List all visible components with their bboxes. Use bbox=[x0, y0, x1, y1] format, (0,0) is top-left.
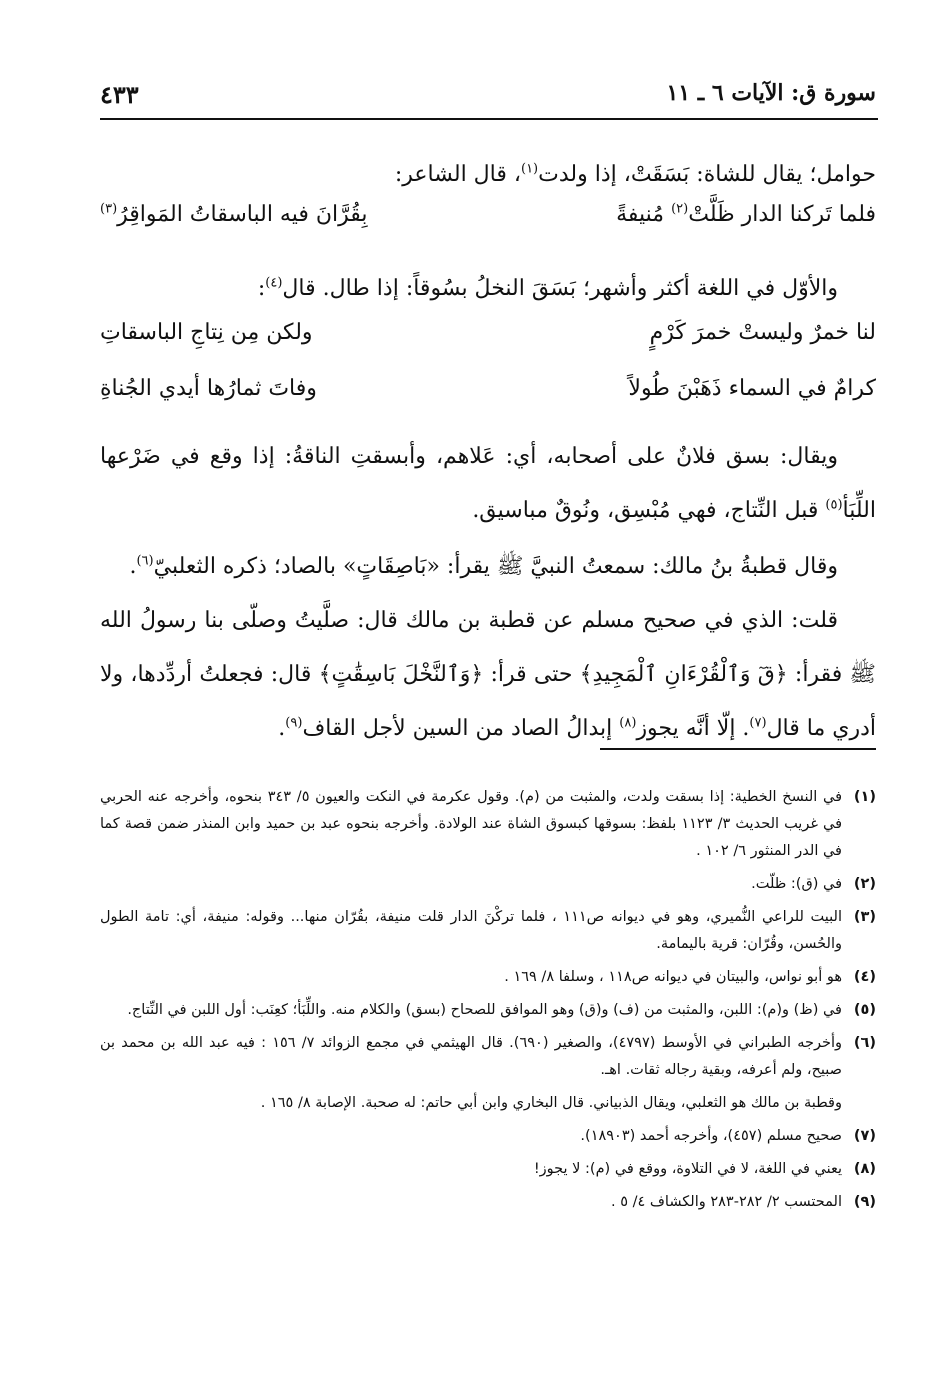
footnote-text: وقطبة بن مالك هو الثعلبي، ويقال الذبياني. قال البخاري وابن أبي حاتم: له صحبة. الإصابة ٨/ ١٦٥ . bbox=[260, 1095, 842, 1111]
paragraph-1 bbox=[100, 148, 876, 202]
footnote-1 bbox=[100, 784, 876, 865]
verse-hemistich-second: ولكن مِن نِتاجِ الباسقاتِ bbox=[100, 320, 313, 345]
footnote-text: البيت للراعي النُّميري، وهو في ديوانه ص١١١ ، فلما تركْنَ الدار قلت منيفة، بقُرّان منها... وقوله: منيفة، أي: تامة الطول والحُسن، وقُرّان: قرية باليمامة. bbox=[100, 909, 842, 952]
footnote-number: (٧) bbox=[853, 1128, 876, 1144]
text: ويقال: بسق فلانٌ على أصحابه، أي: عَلاهم، وأبسقتِ الناقةُ: إذا وقع في ضَرْعها اللِّبَأ bbox=[100, 444, 876, 523]
footnote-text: في (ظ) و(م): اللبن، والمثبت من (ف) و(ق) وهو الموافق للصحاح (بسق) والكلام منه. واللِّبَأ؛ كعِنَب: أول اللبن في النِّتاج. bbox=[127, 1002, 842, 1018]
footnote-separator bbox=[600, 748, 876, 750]
footnote-ref[interactable]: (٣) bbox=[100, 201, 118, 217]
footnote-number: (٩) bbox=[853, 1194, 876, 1210]
footnote-number: (٣) bbox=[853, 909, 876, 925]
footnote-number: (٨) bbox=[853, 1161, 876, 1177]
footnote-number: (٥) bbox=[853, 1002, 876, 1018]
text: إبدالُ الصاد من السين لأجل القاف bbox=[302, 716, 620, 741]
text: قبل النِّتاج، فهي مُبْسِق، ونُوقٌ مباسيق. bbox=[472, 498, 826, 523]
footnote-text: وأخرجه الطبراني في الأوسط (٤٧٩٧)، والصغير (٦٩٠). قال الهيثمي في مجمع الزوائد ٧/ ١٥٦ : فيه عبد الله بن محمد بن صبيح، ولم أعرفه، وبقية رجاله ثقات. اهـ. bbox=[100, 1035, 842, 1078]
footnote-3 bbox=[100, 904, 876, 958]
text: فلما تَركنا الدار ظَلَّتْ bbox=[688, 202, 876, 227]
text: . إلّا أنَّه يجوز bbox=[636, 716, 750, 741]
footnote-text: في (ق): ظلّت. bbox=[751, 876, 842, 892]
paragraph-4 bbox=[100, 540, 876, 594]
verse-line-3 bbox=[100, 376, 876, 430]
sura-title: سورة ق: الآيات ٦ ـ ١١ bbox=[666, 80, 876, 106]
verse-line-2 bbox=[100, 320, 876, 374]
footnote-9 bbox=[100, 1189, 876, 1216]
paragraph-2 bbox=[100, 262, 876, 316]
page-header bbox=[100, 80, 876, 116]
footnote-text: صحيح مسلم (٤٥٧)، وأخرجه أحمد (١٨٩٠٣). bbox=[580, 1128, 842, 1144]
footnote-ref[interactable]: (٥) bbox=[825, 497, 843, 513]
text: والأوّل في اللغة أكثر وأشهر؛ بَسَقَ النخلُ بسُوقاً: إذا طال. قال bbox=[282, 276, 838, 301]
paragraph-3 bbox=[100, 430, 876, 538]
footnote-text: في النسخ الخطية: إذا بسقت ولدت، والمثبت من (م). وقول عكرمة في النكت والعيون ٥/ ٣٤٣ بنحوه، وأخرجه عنه الحربي في غريب الحديث ٣/ ١١٢٣ بلفظ: بسوقها كبسوق الشاة عند الولادة. وأخرجه بنحوه عبد بن حميد وابن المنذر ضمن قصة كما في الدر المنثور ٦/ ١٠٢ . bbox=[100, 789, 843, 859]
verse-hemistich-first bbox=[616, 202, 876, 227]
footnote-ref[interactable]: (١) bbox=[520, 161, 539, 177]
text: مُنيفةً bbox=[616, 202, 672, 227]
footnote-ref[interactable]: (٢) bbox=[671, 201, 689, 217]
footnote-8 bbox=[100, 1156, 876, 1183]
footnote-7 bbox=[100, 1123, 876, 1150]
verse-hemistich-second bbox=[100, 202, 368, 227]
footnote-ref[interactable]: (٤) bbox=[265, 275, 283, 291]
footnote-6 bbox=[100, 1030, 876, 1084]
text: ، قال الشاعر: bbox=[394, 162, 521, 187]
header-rule bbox=[100, 118, 878, 120]
verse-hemistich-second: وفاتَ ثمارُها أيدي الجُناةِ bbox=[100, 376, 317, 401]
footnote-number: (٢) bbox=[853, 876, 876, 892]
text: : bbox=[257, 276, 266, 301]
text: وقال قطبةُ بنُ مالك: سمعتُ النبيَّ ﷺ يقرأ: «بَاصِقَاتٍ» بالصاد؛ ذكره الثعلبيّ bbox=[153, 554, 838, 579]
verse-hemistich-first: كرامٌ في السماء ذَهَبْنَ طُولاً bbox=[628, 376, 876, 401]
footnote-2 bbox=[100, 871, 876, 898]
footnote-5 bbox=[100, 997, 876, 1024]
footnote-number: (١) bbox=[853, 789, 876, 805]
paragraph-5 bbox=[100, 594, 876, 756]
footnote-ref[interactable]: (٦) bbox=[136, 553, 154, 569]
text: . bbox=[278, 716, 286, 741]
footnote-text: المحتسب ٢/ ٢٨٢-٢٨٣ والكشاف ٤/ ٥ . bbox=[610, 1194, 842, 1210]
footnote-4 bbox=[100, 964, 876, 991]
text: بِقُرَّانَ فيه الباسقاتُ المَواقِرُ bbox=[117, 202, 368, 227]
page-number: ٤٣٣ bbox=[100, 80, 139, 109]
footnote-number: (٤) bbox=[853, 969, 876, 985]
footnote-ref[interactable]: (٩) bbox=[285, 715, 303, 731]
text: . bbox=[129, 554, 137, 579]
footnotes bbox=[100, 784, 876, 1222]
verse-hemistich-first: لنا خمرٌ وليستْ خمرَ كَرْمٍ bbox=[649, 320, 876, 345]
text: حوامل؛ يقال للشاة: بَسَقَتْ، إذا ولدت bbox=[538, 162, 876, 187]
text: قلت: الذي في صحيح مسلم عن قطبة بن مالك قال: صلَّيتُ وصلّى بنا رسولُ الله ﷺ فقرأ: ﴿قٓ وَٱلْقُرْءَانِ ٱلْمَجِيدِ﴾ حتى قرأ: ﴿وَٱلنَّخْلَ بَاسِقَٰتٍ﴾ قال: فجعلتُ أردِّدها، ولا أدري ما قال bbox=[100, 608, 876, 741]
footnote-text: هو أبو نواس، والبيتان في ديوانه ص١١٨ ، وسلفا ٨/ ١٦٩ . bbox=[504, 969, 842, 985]
footnote-6-continued bbox=[100, 1090, 876, 1117]
footnote-number: (٦) bbox=[853, 1035, 876, 1051]
verse-line-1 bbox=[100, 202, 876, 256]
footnote-ref[interactable]: (٨) bbox=[619, 715, 637, 731]
footnote-ref[interactable]: (٧) bbox=[749, 715, 767, 731]
footnote-text: يعني في اللغة، لا في التلاوة، ووقع في (م): لا يجوز! bbox=[533, 1161, 842, 1177]
